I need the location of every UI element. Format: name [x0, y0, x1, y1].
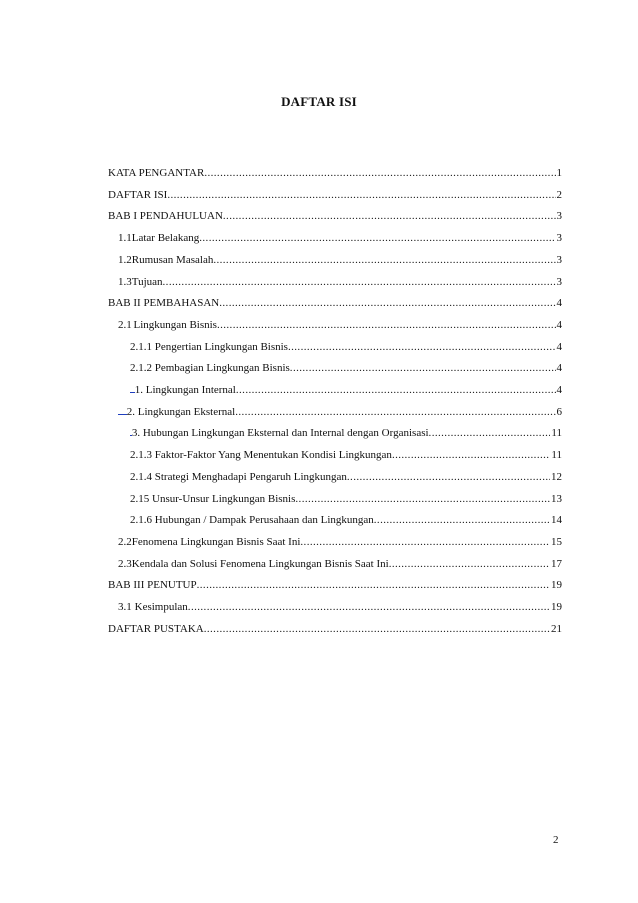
toc-entry-page: 3	[556, 275, 562, 288]
toc-entry-page: 3	[556, 210, 562, 223]
toc-dot-leader	[429, 423, 551, 443]
toc-entry-number: 2.2	[118, 535, 132, 548]
toc-entry-label: Fenomena Lingkungan Bisnis Saat Ini	[131, 535, 301, 548]
toc-dot-leader	[163, 272, 556, 292]
toc-entry[interactable]	[108, 272, 562, 292]
toc-entry[interactable]	[108, 315, 562, 335]
toc-entry-page: 4	[556, 362, 562, 375]
toc-entry[interactable]	[108, 402, 562, 422]
toc-entry-page: 1	[556, 167, 562, 179]
toc-entry-label: BAB II PEMBAHASAN	[108, 297, 220, 310]
toc-entry-number: 3.1	[118, 601, 132, 613]
toc-dot-leader	[167, 185, 555, 205]
toc-dot-leader	[219, 293, 555, 313]
toc-entry-page: 17	[551, 557, 562, 570]
toc-entry-page: 15	[551, 535, 562, 548]
toc-entry-page: 4	[556, 297, 562, 310]
toc-entry-label: BAB III PENUTUP	[108, 579, 197, 592]
toc-dot-leader	[217, 315, 556, 335]
toc-entry-label: Latar Belakang	[131, 232, 200, 245]
toc-entry-label: 2.1.6 Hubungan / Dampak Perusahaan dan Lingkungan	[130, 514, 374, 527]
toc-entry-number: 1.1	[118, 232, 132, 245]
toc-entry[interactable]	[108, 337, 562, 357]
toc-entry-label: BAB I PENDAHULUAN	[108, 210, 223, 223]
toc-entry[interactable]	[108, 228, 562, 248]
toc-entry-page: 6	[556, 405, 562, 418]
toc-entry-label: Tujuan	[131, 275, 163, 288]
toc-entry[interactable]	[108, 380, 562, 400]
toc-entry-page: 4	[556, 340, 562, 353]
toc-entry-page: 4	[556, 318, 562, 331]
toc-entry-number: 1.2	[118, 253, 132, 266]
toc-dot-leader	[288, 337, 556, 357]
toc-entry[interactable]	[108, 467, 562, 487]
toc-entry-label: Rumusan Masalah	[131, 253, 214, 266]
toc-entry[interactable]	[108, 206, 562, 226]
toc-entry-page: 3	[556, 232, 562, 245]
toc-dot-leader	[235, 402, 555, 422]
toc-entry-page: 21	[551, 622, 562, 635]
toc-dot-leader	[300, 532, 550, 552]
toc-entry[interactable]	[108, 293, 562, 313]
toc-entry[interactable]	[108, 489, 562, 509]
toc-dot-leader	[223, 206, 556, 226]
toc-entry[interactable]	[108, 554, 562, 574]
toc-dot-leader	[213, 250, 555, 270]
toc-dot-leader	[197, 575, 550, 595]
toc-entry-page: 14	[551, 514, 562, 527]
toc-dot-leader	[392, 445, 550, 465]
toc-dot-leader	[295, 489, 550, 509]
toc-entry-page: 4	[556, 384, 562, 396]
toc-entry-label: 2.1.3 Faktor-Faktor Yang Menentukan Kondisi Lingkungan	[130, 449, 392, 462]
toc-entry-label: 2.1.4 Strategi Menghadapi Pengaruh Lingkungan	[130, 470, 347, 483]
toc-entry[interactable]	[108, 358, 562, 378]
toc-dot-leader	[290, 358, 556, 378]
toc-dot-leader	[204, 163, 555, 183]
toc-entry[interactable]	[108, 185, 562, 205]
toc-entry-label: DAFTAR ISI	[108, 188, 168, 201]
toc-dot-leader	[204, 619, 550, 639]
toc-entry[interactable]	[108, 510, 562, 530]
page-title: DAFTAR ISI	[281, 94, 357, 109]
toc-entry-label: 2.1.1 Pengertian Lingkungan Bisnis	[130, 340, 288, 353]
toc-dot-leader	[389, 554, 550, 574]
toc-entry-label: KATA PENGANTAR	[108, 167, 205, 179]
toc-entry-label: 1. Lingkungan Internal	[134, 384, 236, 396]
toc-dot-leader	[236, 380, 556, 400]
toc-entry[interactable]	[108, 532, 562, 552]
toc-entry[interactable]	[108, 250, 562, 270]
toc-entry-label: 3. Hubungan Lingkungan Eksternal dan Internal dengan Organisasi	[131, 427, 429, 440]
toc-entry-page: 19	[551, 601, 562, 613]
page-number: 2	[553, 834, 559, 846]
toc-entry-number: 2.1	[118, 318, 132, 331]
toc-entry-label: 2.1.2 Pembagian Lingkungan Bisnis	[130, 362, 290, 375]
toc-entry[interactable]	[108, 597, 562, 617]
toc-entry-page: 3	[556, 253, 562, 266]
toc-entry-page: 12	[551, 470, 562, 483]
toc-entry-page: 2	[556, 188, 562, 201]
toc-entry-label: 2.15 Unsur-Unsur Lingkungan Bisnis	[130, 492, 296, 505]
toc-entry-label: Kendala dan Solusi Fenomena Lingkungan Bisnis Saat Ini	[131, 557, 389, 570]
toc-dot-leader	[188, 597, 550, 617]
toc-entry[interactable]	[108, 445, 562, 465]
toc-entry-page: 11	[551, 449, 562, 462]
toc-entry-page: 13	[551, 492, 562, 505]
toc-entry-label: Lingkungan Bisnis	[133, 318, 217, 331]
toc-entry-label: 2. Lingkungan Eksternal	[126, 405, 236, 418]
toc-entry-number: 2.3	[118, 557, 132, 570]
toc-entry-page: 11	[551, 427, 562, 440]
toc-entry-number: 1.3	[118, 275, 132, 288]
toc-dot-leader	[347, 467, 550, 487]
toc-entry-label: Kesimpulan	[134, 601, 188, 613]
blank-link-underline[interactable]	[118, 402, 127, 415]
toc-entry[interactable]	[108, 423, 562, 443]
toc-dot-leader	[374, 510, 550, 530]
toc-entry-label: DAFTAR PUSTAKA	[108, 622, 204, 635]
toc-entry[interactable]	[108, 619, 562, 639]
toc-entry-page: 19	[551, 579, 562, 592]
toc-entry[interactable]	[108, 163, 562, 183]
toc-dot-leader	[199, 228, 555, 248]
toc-entry[interactable]	[108, 575, 562, 595]
